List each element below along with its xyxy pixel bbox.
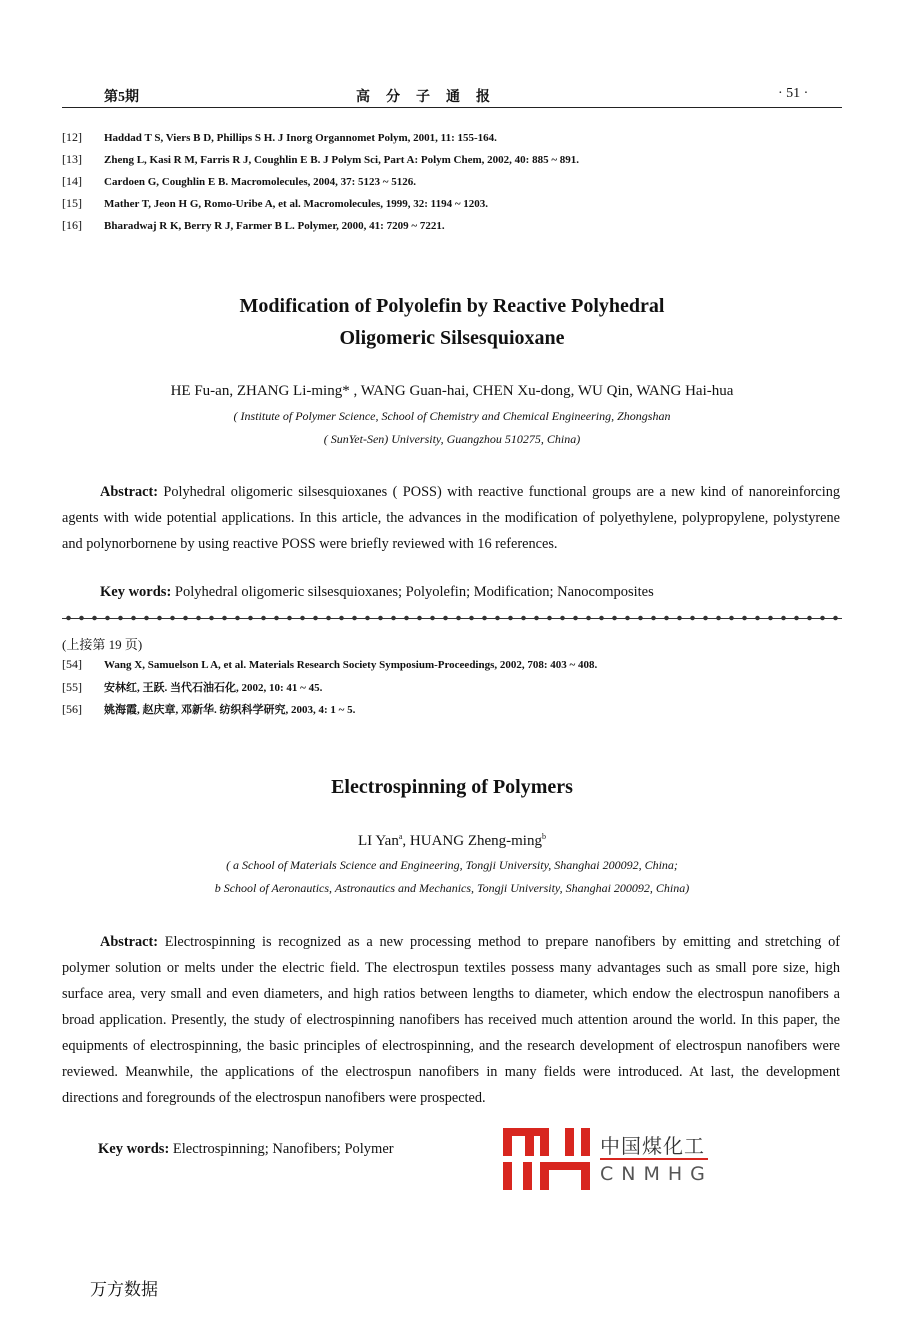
abstract-text: Electrospinning is recognized as a new processing method to prepare nanofibers by emitting and stretching of polymer solution or melts under the electric field. The electrospun textiles possess many advantages such as small pore size, high surface area, very small and even diameters, and high ratios between lengths to diameter, which endow the electrospun nanofibers a broad application. Presently, the study of electrospinning nanofibers has received much attention around the world. In this paper, the equipments of electrospinning, the basic principles of electrospinning, and the research development of electrospun nanofibers were reviewed. Meanwhile, the applications of the electrospun nanofibers in many fields were introduced. At last, the development directions and foregrounds of the electrospun nanofibers were prospected. [62,934,840,1106]
sup-a: a [398,832,403,841]
reference-text: Bharadwaj R K, Berry R J, Farmer B L. Polymer, 2000, 41: 7209 ~ 7221. [104,220,445,232]
article1-abstract [62,479,840,557]
reference-item [62,196,488,211]
reference-item [62,174,416,189]
reference-text: 安林红, 王跃. 当代石油石化, 2002, 10: 41 ~ 45. [104,682,323,694]
reference-number: [14] [62,174,82,188]
reference-number: [15] [62,196,82,210]
reference-item [62,657,597,672]
footer-watermark: 万方数据 [90,1280,158,1300]
article2-authors [0,832,904,850]
article1-title-line2: Oligomeric Silsesquioxane [339,327,565,349]
keywords-text: Electrospinning; Nanofibers; Polymer [169,1141,394,1157]
reference-number: [56] [62,702,82,716]
cnmhg-logo [503,1128,713,1192]
abstract-label: Abstract: [100,934,158,950]
continued-note: (上接第 19 页) [62,637,143,652]
reference-text: Mather T, Jeon H G, Romo-Uribe A, et al. Macromolecules, 1999, 32: 1194 ~ 1203. [104,198,489,210]
reference-text: Cardoen G, Coughlin E B. Macromolecules, 2004, 37: 5123 ~ 5126. [104,176,416,188]
reference-text: 姚海霞, 赵庆章, 邓新华. 纺织科学研究, 2003, 4: 1 ~ 5. [104,704,356,716]
keywords-label: Key words: [100,584,172,600]
article2-keywords [98,1141,394,1158]
logo-divider [600,1158,708,1160]
article2-affiliation-1: ( a School of Materials Science and Engineering, Tongji University, Shanghai 200092, China; [226,858,678,872]
article2-abstract [62,929,840,1111]
keywords-text: Polyhedral oligomeric silsesquioxanes; Polyolefin; Modification; Nanocomposites [171,584,654,600]
article2-affiliation-2: b School of Aeronautics, Astronautics and Mechanics, Tongji University, Shanghai 200092, China) [214,881,690,895]
header-rule [62,107,842,108]
author-1: LI Yan [358,833,399,849]
reference-item [62,152,579,167]
sup-b: b [541,832,546,841]
reference-item [62,130,497,145]
mh-logo-mark-icon [503,1128,593,1190]
keywords-label: Key words: [98,1141,170,1157]
article1-affiliation-2: ( SunYet-Sen) University, Guangzhou 510275, China) [323,432,581,446]
reference-number: [16] [62,218,82,232]
issue-number: 第5期 [104,90,139,105]
logo-chinese-text: 中国煤化工 [600,1134,705,1158]
reference-text: Haddad T S, Viers B D, Phillips S H. J Inorg Organnomet Polym, 2001, 11: 155-164. [104,132,497,144]
reference-item [62,701,355,717]
reference-number: [54] [62,657,82,671]
article1-authors: HE Fu-an, ZHANG Li-ming* , WANG Guan-hai, CHEN Xu-dong, WU Qin, WANG Hai-hua [170,383,734,399]
reference-text: Zheng L, Kasi R M, Farris R J, Coughlin E B. J Polym Sci, Part A: Polym Chem, 2002, 40: 885 ~ 891. [104,154,580,166]
abstract-label: Abstract: [100,484,158,500]
abstract-text: Polyhedral oligomeric silsesquioxanes ( POSS) with reactive functional groups are a new kind of nanoreinforcing agents with wide potential applications. In this article, the advances in the modification of polyethylene, polypropylene, polystyrene and polynorbornene by using reactive POSS were briefly reviewed with 16 references. [62,484,840,552]
reference-number: [13] [62,152,82,166]
logo-english-text: CNMHG [600,1163,713,1185]
journal-name: 高 分 子 通 报 [356,90,491,105]
article2-title: Electrospinning of Polymers [331,776,573,798]
article1-title-line1: Modification of Polyolefin by Reactive Polyhedral [239,295,665,317]
decorative-divider [62,614,842,622]
article1-keywords [100,584,654,601]
reference-item [62,679,322,695]
reference-number: [55] [62,680,82,694]
reference-item [62,218,445,233]
reference-text: Wang X, Samuelson L A, et al. Materials Research Society Symposium-Proceedings, 2002, 708: 403 ~ 408. [104,659,598,671]
article1-affiliation-1: ( Institute of Polymer Science, School of Chemistry and Chemical Engineering, Zhongshan [233,409,671,423]
reference-number: [12] [62,130,82,144]
author-2: , HUANG Zheng-ming [402,833,542,849]
page-number: · 51 · [778,86,809,101]
